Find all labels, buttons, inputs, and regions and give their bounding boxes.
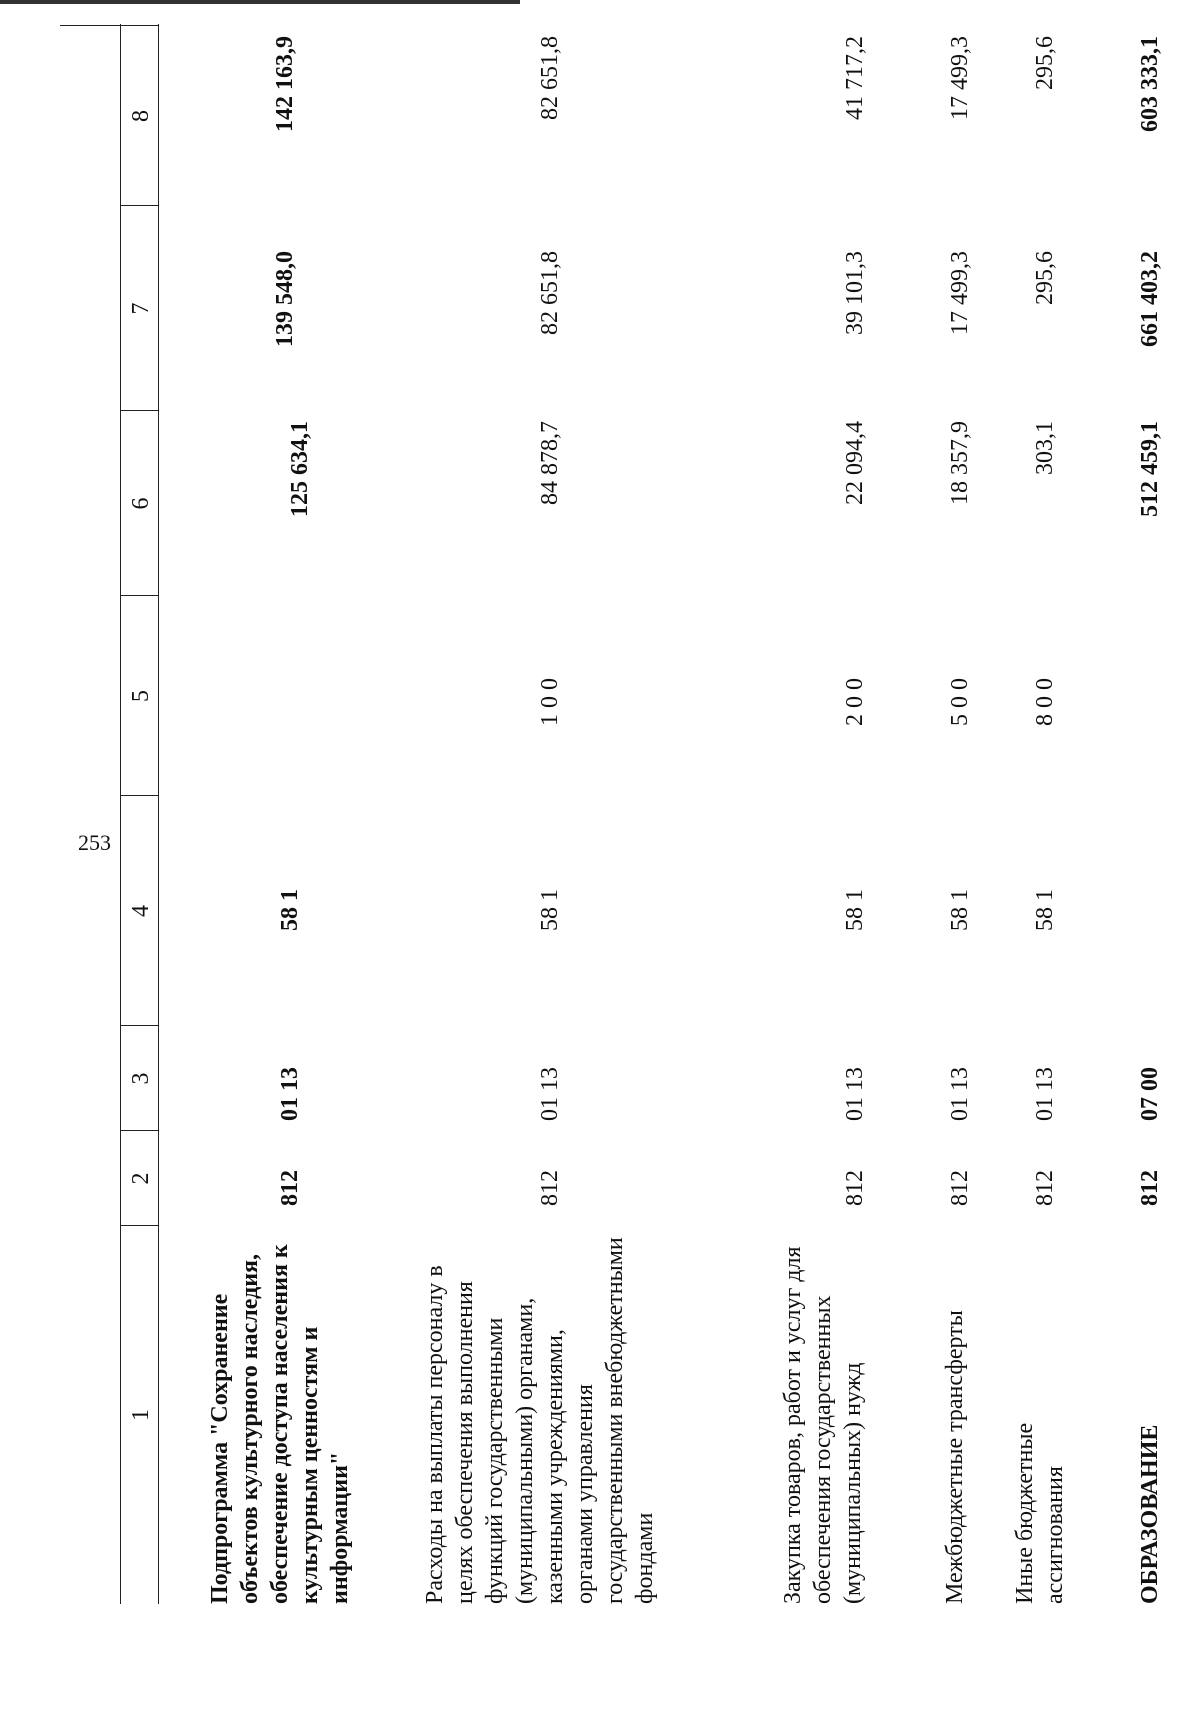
row-4-c3: 01 13 [1032, 1067, 1058, 1121]
row-1-c4: 58 1 [537, 889, 563, 931]
row-4-c4: 58 1 [1032, 889, 1058, 931]
row-3-c8: 17 499,3 [947, 36, 973, 120]
header-col-3: 3 [128, 1072, 154, 1085]
row-1-c5: 1 0 0 [537, 678, 563, 726]
row-0-c6: 125 634,1 [287, 421, 313, 517]
header-col-4: 4 [128, 905, 154, 917]
row-3-c5: 5 0 0 [947, 678, 973, 726]
row-1-name: Расходы на выплаты персоналу в целях обеспечения выполнения функций государственными (муниципальными) органами, казенными учреждениями, органами управления государственными внебюджетными фондами [422, 1237, 658, 1604]
row-0-c3: 01 13 [277, 1067, 303, 1121]
row-0-name: Подпрограмма "Сохранение объектов культурного наследия, обеспечение доступа населения к культурным ценностям и информации" [207, 1244, 353, 1604]
row-5-name: ОБРАЗОВАНИЕ [1137, 1424, 1163, 1604]
header-col-7: 7 [128, 302, 154, 315]
header-col-2: 2 [128, 1172, 154, 1185]
row-3-name: Межбюджетные трансферты [942, 1310, 968, 1604]
row-2-c5: 2 0 0 [842, 678, 868, 726]
row-4-c5: 8 0 0 [1032, 678, 1058, 726]
row-4-c7: 295,6 [1032, 251, 1058, 305]
row-2-c3: 01 13 [842, 1067, 868, 1121]
row-3-c3: 01 13 [947, 1067, 973, 1121]
row-5-c8: 603 333,1 [1137, 36, 1163, 132]
header-bottom-line [158, 24, 159, 1604]
header-col-6: 6 [128, 497, 154, 510]
row-2-name: Закупка товаров, работ и услуг для обеспечения государственных (муниципальных) нужд [780, 1246, 866, 1604]
row-3-c4: 58 1 [947, 889, 973, 931]
row-1-c2: 812 [537, 1170, 563, 1206]
page-number: 253 [78, 830, 111, 855]
row-3-c7: 17 499,3 [947, 251, 973, 335]
row-2-c4: 58 1 [842, 889, 868, 931]
header-col-1: 1 [128, 1409, 154, 1421]
row-1-c7: 82 651,8 [537, 251, 563, 335]
row-1-c6: 84 878,7 [537, 421, 563, 505]
row-2-c2: 812 [842, 1170, 868, 1206]
row-3-c2: 812 [947, 1170, 973, 1206]
row-5-c7: 661 403,2 [1137, 251, 1163, 347]
row-2-c8: 41 717,2 [842, 36, 868, 120]
row-5-c3: 07 00 [1137, 1067, 1163, 1121]
header-col-5: 5 [128, 690, 154, 702]
header-col-8: 8 [128, 110, 154, 122]
row-1-c8: 82 651,8 [537, 36, 563, 120]
row-4-c2: 812 [1032, 1170, 1058, 1206]
row-2-c6: 22 094,4 [842, 421, 868, 505]
row-0-c8: 142 163,9 [272, 36, 298, 132]
header-top-line [120, 24, 121, 1604]
row-2-c7: 39 101,3 [842, 251, 868, 335]
row-5-c6: 512 459,1 [1137, 421, 1163, 517]
row-5-c2: 812 [1137, 1170, 1163, 1206]
row-3-c6: 18 357,9 [947, 421, 973, 505]
row-4-name: Иные бюджетные ассигнования [1012, 1422, 1068, 1604]
row-4-c8: 295,6 [1032, 36, 1058, 90]
row-0-c2: 812 [277, 1170, 303, 1206]
row-4-c6: 303,1 [1032, 421, 1058, 475]
row-1-c3: 01 13 [537, 1067, 563, 1121]
row-0-c7: 139 548,0 [272, 251, 298, 347]
row-0-c4: 58 1 [277, 889, 303, 931]
